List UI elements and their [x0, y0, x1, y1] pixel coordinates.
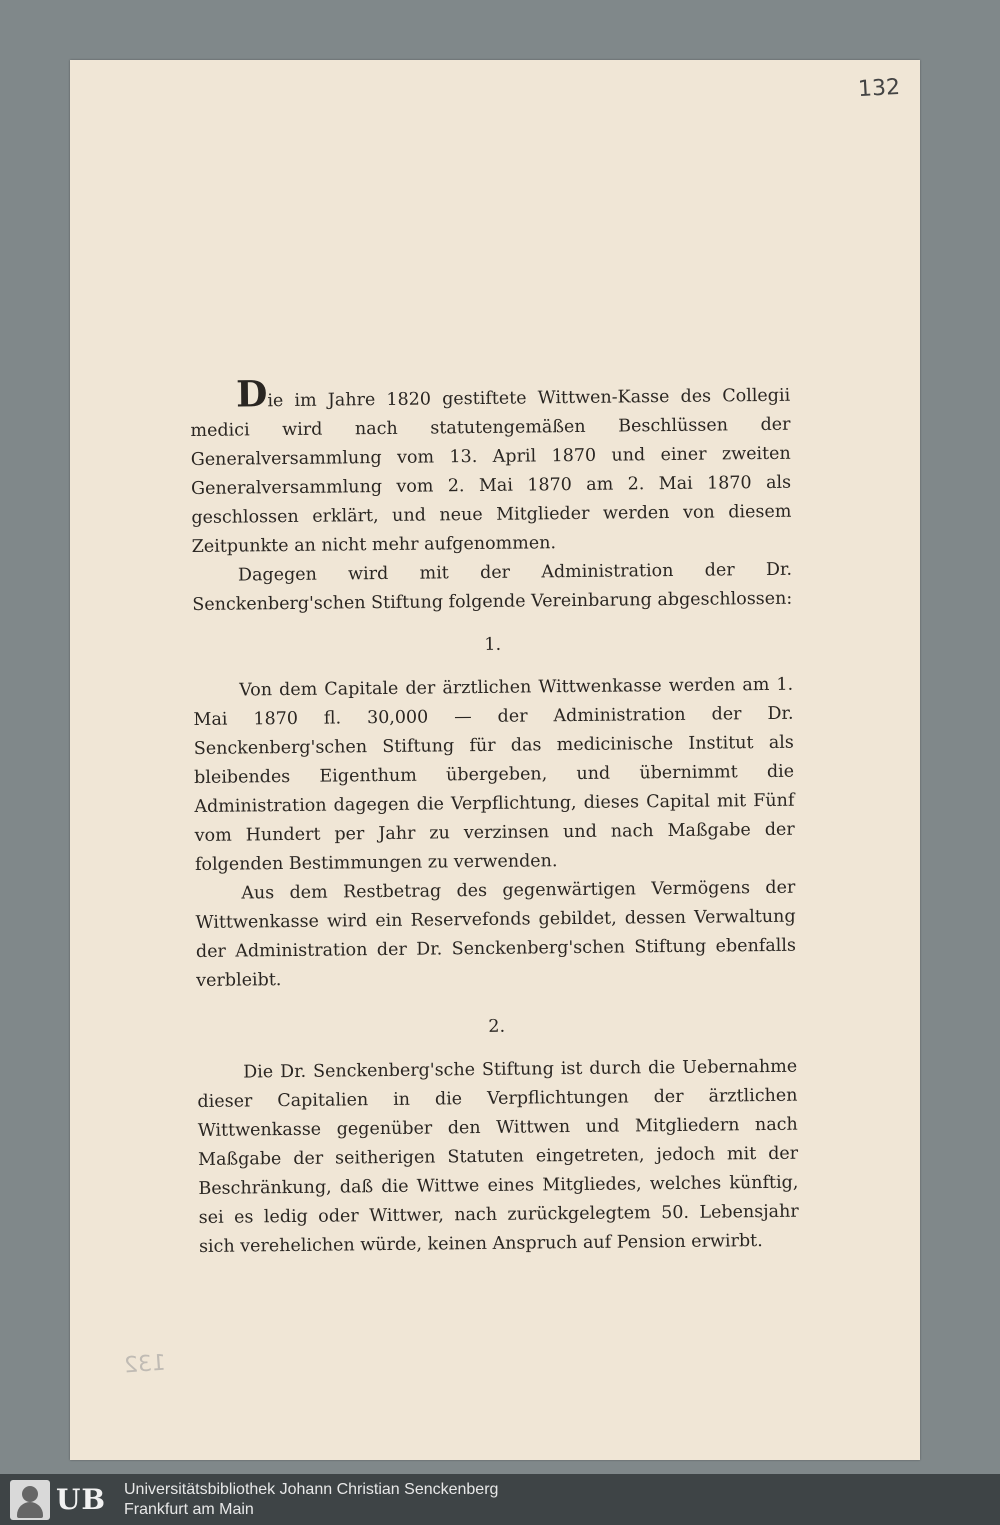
ub-logo[interactable] [10, 1480, 114, 1520]
footer-bar [0, 1474, 1000, 1525]
document-text [190, 373, 799, 1262]
agreement-intro-paragraph: Dagegen wird mit der Administration der Dr. Senckenberg'schen Stiftung folgende Vereinbarung abgeschlossen: [192, 559, 793, 615]
section-number: 2. [488, 1016, 506, 1037]
senckenberg-portrait-icon [10, 1480, 50, 1520]
library-name-line2: Frankfurt am Main [124, 1501, 254, 1518]
section-paragraph: Von dem Capitale der ärztlichen Wittwenkasse werden am 1. Mai 1870 fl. 30,000 — der Administration der Dr. Senckenberg'schen Stiftung für das medicinische Institut als bleibendes Eigenthum übergeben, und übernimmt die Administration dagegen die Verpflichtung, dieses Capital mit Fünf vom Hundert per Jahr zu verzinsen und nach Maßgabe der folgenden Bestimmungen zu verwenden. [193, 674, 795, 875]
section-number: 1. [484, 634, 502, 655]
library-name-line1: Universitätsbibliothek Johann Christian Senckenberg [124, 1481, 499, 1498]
folio-number: 132 [857, 74, 901, 103]
section-paragraph: Die Dr. Senckenberg'sche Stiftung ist durch die Uebernahme dieser Capitalien in die Verpflichtungen der ärztlichen Wittwenkasse gegenüber den Wittwen und Mitgliedern nach Maßgabe der seitherigen Statuten eingetreten, jedoch mit der Beschränkung, daß die Wittwe eines Mitgliedes, welches künftig, sei es ledig oder Wittwer, nach zurückgelegtem 50. Lebensjahr sich verehelichen würde, keinen Anspruch auf Pension erwirbt. [197, 1056, 799, 1257]
section-paragraph: Aus dem Restbetrag des gegenwärtigen Vermögens der Wittwenkasse wird ein Reservefonds gebildet, dessen Verwaltung der Administration der Dr. Senckenberg'schen Stiftung ebenfalls verbleibt. [195, 877, 797, 991]
library-name [124, 1480, 498, 1520]
folio-number-bleedthrough: 132 [123, 1350, 167, 1379]
ub-logo-text: UB [56, 1483, 107, 1516]
intro-paragraph: Die im Jahre 1820 gestiftete Wittwen-Kasse des Collegii medici wird nach statutengemäßen Beschlüssen der Generalversammlung vom 13. April 1870 und einer zweiten Generalversammlung vom 2. Mai 1870 am 2. Mai 1870 als geschlossen erklärt, und neue Mitglieder werden von diesem Zeitpunkte an nicht mehr aufgenommen. [190, 373, 792, 557]
